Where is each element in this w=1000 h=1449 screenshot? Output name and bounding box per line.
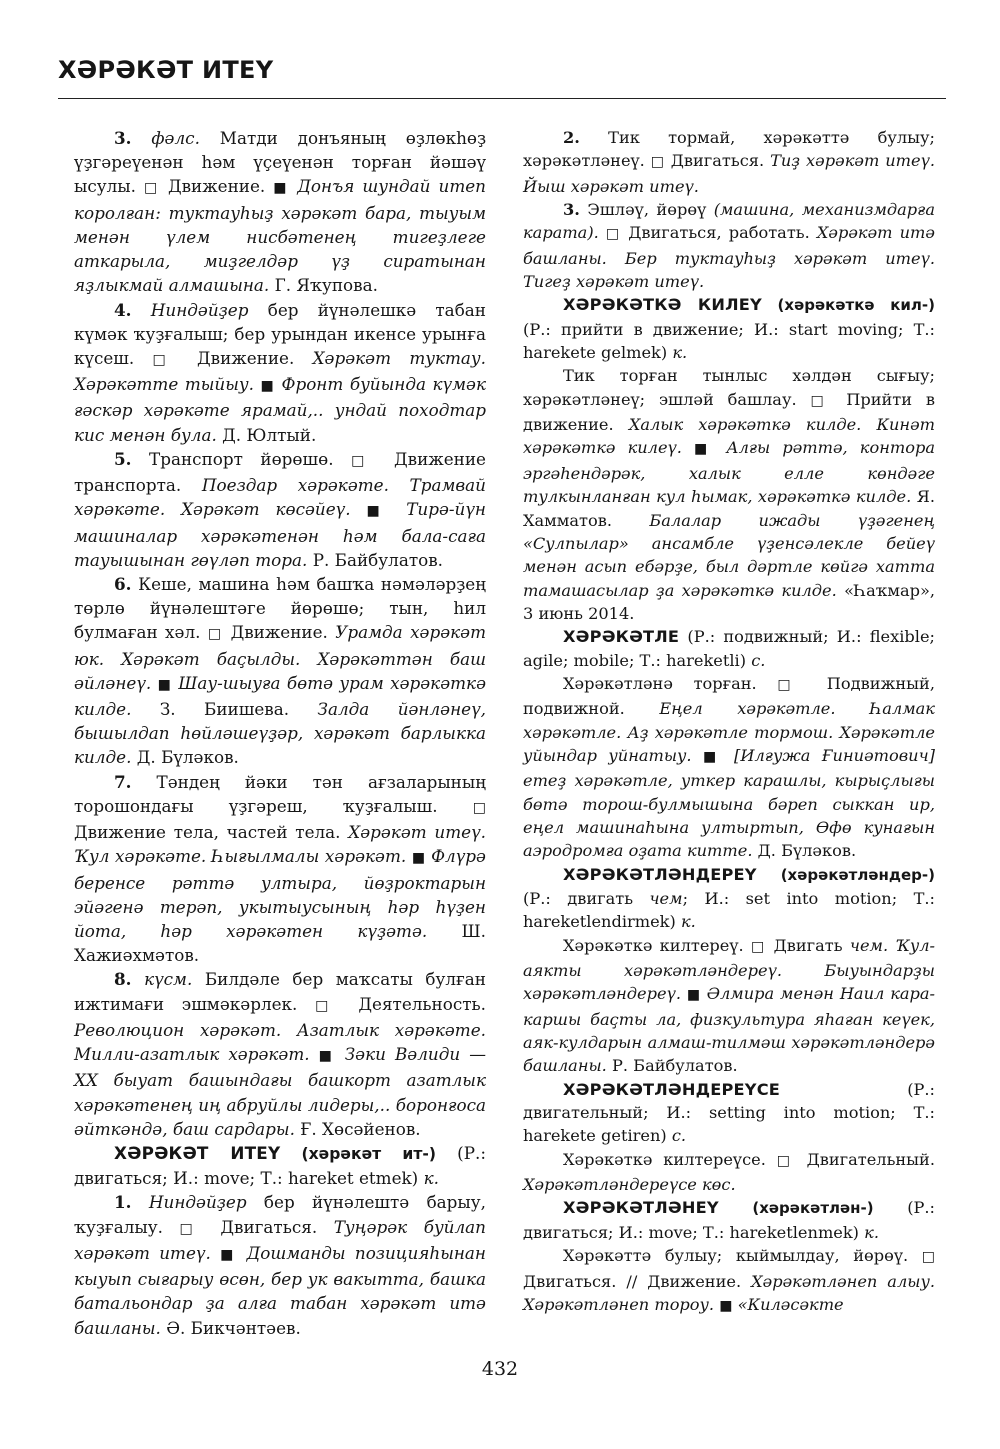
entry-harakatlandereuse-sense: Хәрәкәткә килтереүсе. □ Двигательный. Хәрәкәтләндереүсе көс. — [523, 1149, 935, 1195]
filled-square-icon: ■ — [719, 1297, 733, 1314]
filled-square-icon: ■ — [273, 180, 290, 197]
filled-square-icon: ■ — [366, 503, 391, 520]
hollow-square-icon: □ — [810, 392, 833, 409]
hollow-square-icon: □ — [472, 799, 486, 816]
hollow-square-icon: □ — [179, 1220, 204, 1237]
entry-harakatlandereu-sense: Хәрәкәткә килтереү. □ Двигать чем. Ҡул-аякты хәрәкәтләндереү. Быуындарҙы хәрәкәтләндереү. ■ Әлмира менән Наил кара-каршы баҫты ла, физкультура яһаған кеүек, аяк-кулдарын алмаш-тилмәш хәрәкәтләндерә башланы. Р. Байбулатов. — [523, 935, 935, 1076]
hollow-square-icon: □ — [351, 452, 377, 469]
hollow-square-icon: □ — [605, 226, 622, 243]
sense-3-right: 3. Эшләү, йөрөү (машина, механизмдарға карата). □ Двигаться, работать. Хәрәкәт итә башланы. Бер туктауһыҙ хәрәкәт итеү. Тигеҙ хәрәкәт итеү. — [523, 200, 935, 292]
hollow-square-icon: □ — [152, 351, 179, 368]
sense-6: 6. Кеше, машина һәм башҡа нәмәләрҙең төрлө йүнәлештәге йөрөшө; тын, һил булмаған хәл. □ Движение. Урамда хәрәкәт юк. Хәрәкәт баҫылды. Хәрәкәттән баш әйләнеү. ■ Шау-шыуға бөтә урам хәрәкәткә килде. З. Биишева. Залда йәнләнеү, бышылдап һөйләшеүҙәр, хәрәкәт барлыкка килде. Д. Бүләков. — [74, 573, 487, 768]
sense-7: 7. Тәндең йәки тән ағзаларының торошондағы үҙгәреш, ҡуҙғалыш. □ Движение тела, частей тела. Хәрәкәт итеү. Ҡул хәрәкәте. Һығылмалы хәрәкәт. ■ Флүрә беренсе рәттә ултыра, йөҙроктарын эйәгенә терәп, укытыусының һәр һүҙен йота, һәр хәрәкәтен күҙәтә. Ш. Хажиәхмәтов. — [74, 771, 486, 966]
hollow-square-icon: □ — [315, 997, 341, 1014]
headword: ХӘРӘКӘТЛӘНДЕРЕҮСЕ — [563, 1079, 781, 1099]
sense-3: 3. фәлс. Матди донъяның өҙлөкһөҙ үҙгәреүенән һәм үҫеүенән торған йәшәү ысулы. □ Движение. ■ Донъя шундай итеп королған: туктауһыҙ хәрәкәт бара, тыуым менән үлем нисбәтенең тигеҙлеге аткарыла, миҙгелдәр үҙ сиратынан яҙлыкмай алмашына. Г. Яҡупова. — [74, 128, 486, 296]
left-column — [74, 126, 486, 1340]
entry-harakatlaneu: ХӘРӘКӘТЛӘНЕҮ (хәрәкәтлән-) (Р.: двигаться; И.: move; Т.: hareketlenmek) к. — [523, 1198, 935, 1242]
headword: ХӘРӘКӘТЛӘНДЕРЕҮ — [563, 864, 757, 884]
filled-square-icon: ■ — [411, 850, 426, 867]
entry-harakatle-sense: Хәрәкәтләнә торған. □ Подвижный, подвижной. Еңел хәрәкәтле. Һалмак хәрәкәтле. Аҙ хәрәкәтле тормош. Хәрәкәтле уйындар уйнатыу. ■ [Илғужа Ғиниәтович] етеҙ хәрәкәтле, уткер карашлы, кырыҫлығы бөтә торош-булмышына бәреп сыккан ир, еңел машинаһына ултыртып, Өфө кунағын аэродромға оҙата китте. Д. Бүләков. — [523, 673, 935, 861]
sense-4: 4. Ниндәйҙер бер йүнәлешкә табан күмәк ҡуҙғалыш; бер урындан икенсе урынға күсеш. □ Движение. Хәрәкәт туктау. Хәрәкәтте тыйыу. ■ Фронт буйында күмәк ғәскәр хәрәкәте ярамай,.. ундай походтар кис менән була. Д. Юлтый. — [74, 299, 486, 445]
filled-square-icon: ■ — [318, 1048, 336, 1065]
entry-harakatlandereu: ХӘРӘКӘТЛӘНДЕРЕҮ (хәрәкәтләндер-) (Р.: двигать чем; И.: set into motion; Т.: hareketlendirmek) к. — [523, 864, 935, 932]
filled-square-icon: ■ — [686, 987, 701, 1004]
entry-harakatlaneu-sense: Хәрәкәттә булыу; кыймылдау, йөрөү. □ Двигаться. // Движение. Хәрәкәтләнеп алыу. Хәрәкәтләнеп тороу. ■ «Киләсәкте — [523, 1246, 935, 1314]
filled-square-icon: ■ — [157, 676, 172, 693]
hollow-square-icon: □ — [650, 154, 665, 171]
filled-square-icon: ■ — [703, 748, 723, 765]
entry-harakat-iteu: ХӘРӘКӘТ ИТЕҮ (хәрәкәт ит-) (Р.: двигаться; И.: move; Т.: hareket etmek) к. — [74, 1142, 486, 1189]
entry-harakatka-kileu: ХӘРӘКӘТКӘ КИЛЕҮ (хәрәкәткә кил-) (Р.: прийти в движение; И.: start moving; Т.: harekete gelmek) к. — [523, 295, 936, 363]
headword: ХӘРӘКӘТЛЕ — [563, 627, 680, 647]
entry-harakatle: ХӘРӘКӘТЛЕ (Р.: подвижный; И.: flexible; agile; mobile; Т.: hareketli) с. — [523, 627, 935, 670]
hollow-square-icon: □ — [144, 180, 160, 197]
filled-square-icon: ■ — [260, 378, 275, 395]
running-title: ХӘРӘКӘТ ИТЕҮ — [58, 56, 274, 84]
headword: ХӘРӘКӘТ ИТЕҮ — [114, 1142, 281, 1163]
hollow-square-icon: □ — [207, 626, 224, 643]
hollow-square-icon: □ — [921, 1249, 935, 1266]
entry-harakatka-kileu-sense: Тик торған тынлыс хәлдән сығыу; хәрәкәтләнеү; эшләй башлау. □ Прийти в движение. Халык хәрәкәткә килде. Кинәт хәрәкәткә килеү. ■ Алғы рәттә, контора эргәһендәрәк, халык елле көндәге тулкынланған кул һымак, хәрәкәткә килде. Я. Хамматов. Балалар ижады үҙәгенең «Сулпылар» ансамбле үҙенсәлекле бейеү менән асып ебәрҙе, был дәртле көйгә хатта тамашасылар ҙа хәрәкәткә килде. «Һаҡмар», 3 июнь 2014. — [523, 366, 936, 623]
hollow-square-icon: □ — [750, 938, 767, 955]
filled-square-icon: ■ — [694, 441, 715, 458]
sense-5: 5. Транспорт йөрөшө. □ Движение транспорта. Поездар хәрәкәте. Трамвай хәрәкәте. Хәрәкәт көсәйеү. ■ Тирә-йүн машиналар хәрәкәтенән һәм бала-саға тауышынан гөүләп тора. Р. Байбулатов. — [74, 448, 486, 570]
header-rule — [58, 98, 946, 99]
hollow-square-icon: □ — [776, 1152, 796, 1169]
sense-2: 2. Тик тормай, хәрәкәттә булыу; хәрәкәтләнеү. □ Двигаться. Тиҙ хәрәкәт итеү. Йыш хәрәкәт итеү. — [523, 128, 935, 196]
sense-8: 8. күсм. Билдәле бер маҡсаты булған ижтимағи эшмәкәрлек. □ Деятельность. Революцион хәрәкәт. Азатлык хәрәкәте. Милли-азатлык хәрәкәт. ■ Зәки Вәлиди — XX быуат башындағы башкорт азатлык хәрәкәтенең иң абруйлы лидеры,.. боронғоса әйткәндә, баш сардары. Ғ. Хөсәйенов. — [74, 969, 486, 1139]
hollow-square-icon: □ — [777, 676, 807, 693]
headword: ХӘРӘКӘТЛӘНЕҮ — [563, 1198, 719, 1218]
sense-1: 1. Ниндәйҙер бер йүнәлештә барыу, ҡуҙғалыу. □ Двигаться. Туңәрәк буйлап хәрәкәт итеү. ■ Дошманды позицияһынан кыуып сығарыу өсөн, бер ук вакытта, башка батальондар ҙа алға табан хәрәкәт итә башланы. Ә. Бикчәнтәев. — [74, 1192, 486, 1338]
filled-square-icon: ■ — [220, 1246, 238, 1263]
page-number: 432 — [481, 1358, 519, 1380]
right-column — [523, 126, 935, 1318]
headword: ХӘРӘКӘТКӘ КИЛЕҮ — [563, 295, 762, 315]
entry-harakatlandereuse: ХӘРӘКӘТЛӘНДЕРЕҮСЕ (Р.: двигательный; И.: setting into motion; Т.: harekete getiren) с. — [523, 1079, 935, 1146]
